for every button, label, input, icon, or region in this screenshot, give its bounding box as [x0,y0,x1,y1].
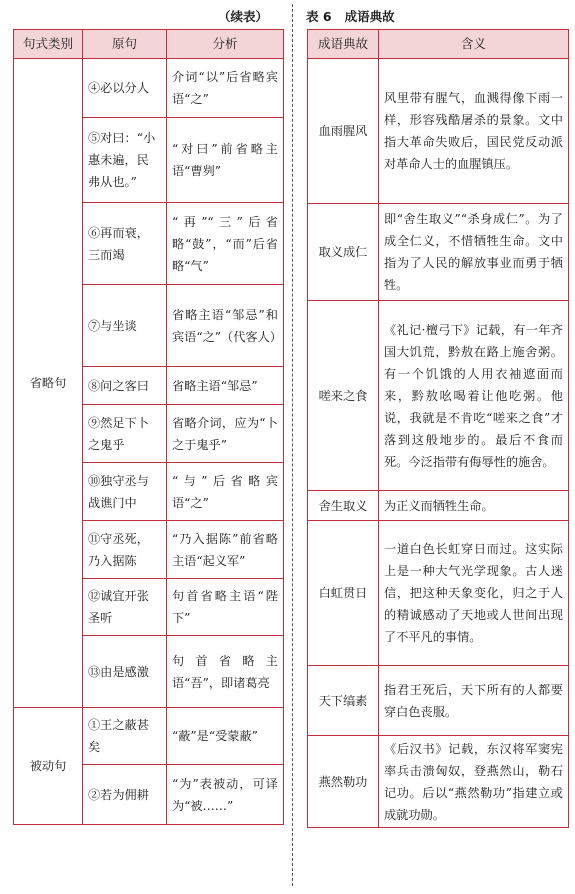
original-cell: ①王之蔽甚矣 [83,708,167,765]
table-row [308,59,569,204]
original-cell: ④必以分人 [83,59,167,118]
col-header-original: 原句 [83,30,167,59]
table-row [308,521,569,666]
idiom-allusion-table [307,29,569,828]
table-row [14,708,284,765]
analysis-cell: 介词“以”后省略宾语“之” [167,59,284,118]
meaning-cell: 《后汉书》记载，东汉将军窦宪率兵击溃匈奴，登燕然山，勒石记功。后以“燕然勒功”指建立或成就功勋。 [379,736,569,828]
idiom-cell: 取义成仁 [308,204,379,301]
col-header-category: 句式类别 [14,30,83,59]
analysis-cell: 句首省略主语“吾”，即诸葛亮 [167,636,284,708]
header-row [14,30,284,59]
meaning-cell: 即“舍生取义”“杀身成仁”。为了成全仁义，不惜牺牲生命。文中指为了人民的解放事业而勇于牺牲。 [379,204,569,301]
idiom-cell: 燕然勒功 [308,736,379,828]
original-cell: ⑬由是感激 [83,636,167,708]
analysis-cell: 句首省略主语“陛下” [167,579,284,636]
analysis-cell: “再”“三”后省略“鼓”，“而”后省略“气” [167,203,284,285]
original-cell: ⑨然足下卜之鬼乎 [83,405,167,463]
original-cell: ⑪守丞死，乃入据陈 [83,521,167,579]
analysis-cell: “为”表被动，可译为“被……” [167,765,284,825]
table-row [308,204,569,301]
analysis-cell: 省略介词，应为“卜之于鬼乎” [167,405,284,463]
meaning-cell: 指君王死后，天下所有的人都要穿白色丧服。 [379,666,569,736]
column-divider [292,4,293,886]
analysis-cell: 省略主语“邹忌” [167,367,284,405]
meaning-cell: 一道白色长虹穿日而过。这实际上是一种大气光学现象。古人迷信，把这种天象变化，归之于人的精诚感动了天地或人世间出现了不平凡的事情。 [379,521,569,666]
header-row [308,30,569,59]
meaning-cell: 风里带有腥气，血溅得像下雨一样，形容残酷屠杀的景象。文中指大革命失败后，国民党反动派对革命人士的血腥镇压。 [379,59,569,204]
continued-label: （续表） [218,9,269,24]
analysis-cell: 省略主语“邹忌”和宾语“之”（代客人） [167,285,284,367]
meaning-cell: 为正义而牺牲生命。 [379,491,569,521]
analysis-cell: “蔽”是“受蒙蔽” [167,708,284,765]
table-row [308,491,569,521]
table-row [308,736,569,828]
idiom-cell: 嗟来之食 [308,301,379,491]
idiom-cell: 舍生取义 [308,491,379,521]
original-cell: ⑤对曰：“小惠未遍，民弗从也。” [83,118,167,203]
analysis-cell: “对曰”前省略主语“曹刿” [167,118,284,203]
category-cell: 被动句 [14,708,83,825]
idiom-cell: 白虹贯日 [308,521,379,666]
original-cell: ⑩独守丞与战谯门中 [83,463,167,521]
table6-title: 成语典故 [344,9,395,24]
col-header-meaning: 含义 [379,30,569,59]
meaning-cell: 《礼记·檀弓下》记载，有一年齐国大饥荒，黔敖在路上施舍粥。有一个饥饿的人用衣袖遮面而来，黔敖吆喝着让他吃粥。他说，我就是不肯吃“嗟来之食”才落到这般地步的。最后不食而死。今泛指带有侮辱性的施舍。 [379,301,569,491]
col-header-idiom: 成语典故 [308,30,379,59]
idiom-cell: 血雨腥风 [308,59,379,204]
table-row [14,59,284,118]
col-header-analysis: 分析 [167,30,284,59]
analysis-cell: “与”后省略宾语“之” [167,463,284,521]
table-row [308,301,569,491]
category-cell: 省略句 [14,59,83,708]
original-cell: ⑫诚宜开张圣听 [83,579,167,636]
original-cell: ②若为佣耕 [83,765,167,825]
original-cell: ⑧问之客曰 [83,367,167,405]
original-cell: ⑦与坐谈 [83,285,167,367]
analysis-cell: “乃入据陈”前省略主语“起义军” [167,521,284,579]
original-cell: ⑥再而衰，三而竭 [83,203,167,285]
sentence-pattern-table [13,29,284,825]
table6-number: 表 6 [306,9,332,24]
table-row [308,666,569,736]
table6-label [306,7,395,25]
idiom-cell: 天下缟素 [308,666,379,736]
